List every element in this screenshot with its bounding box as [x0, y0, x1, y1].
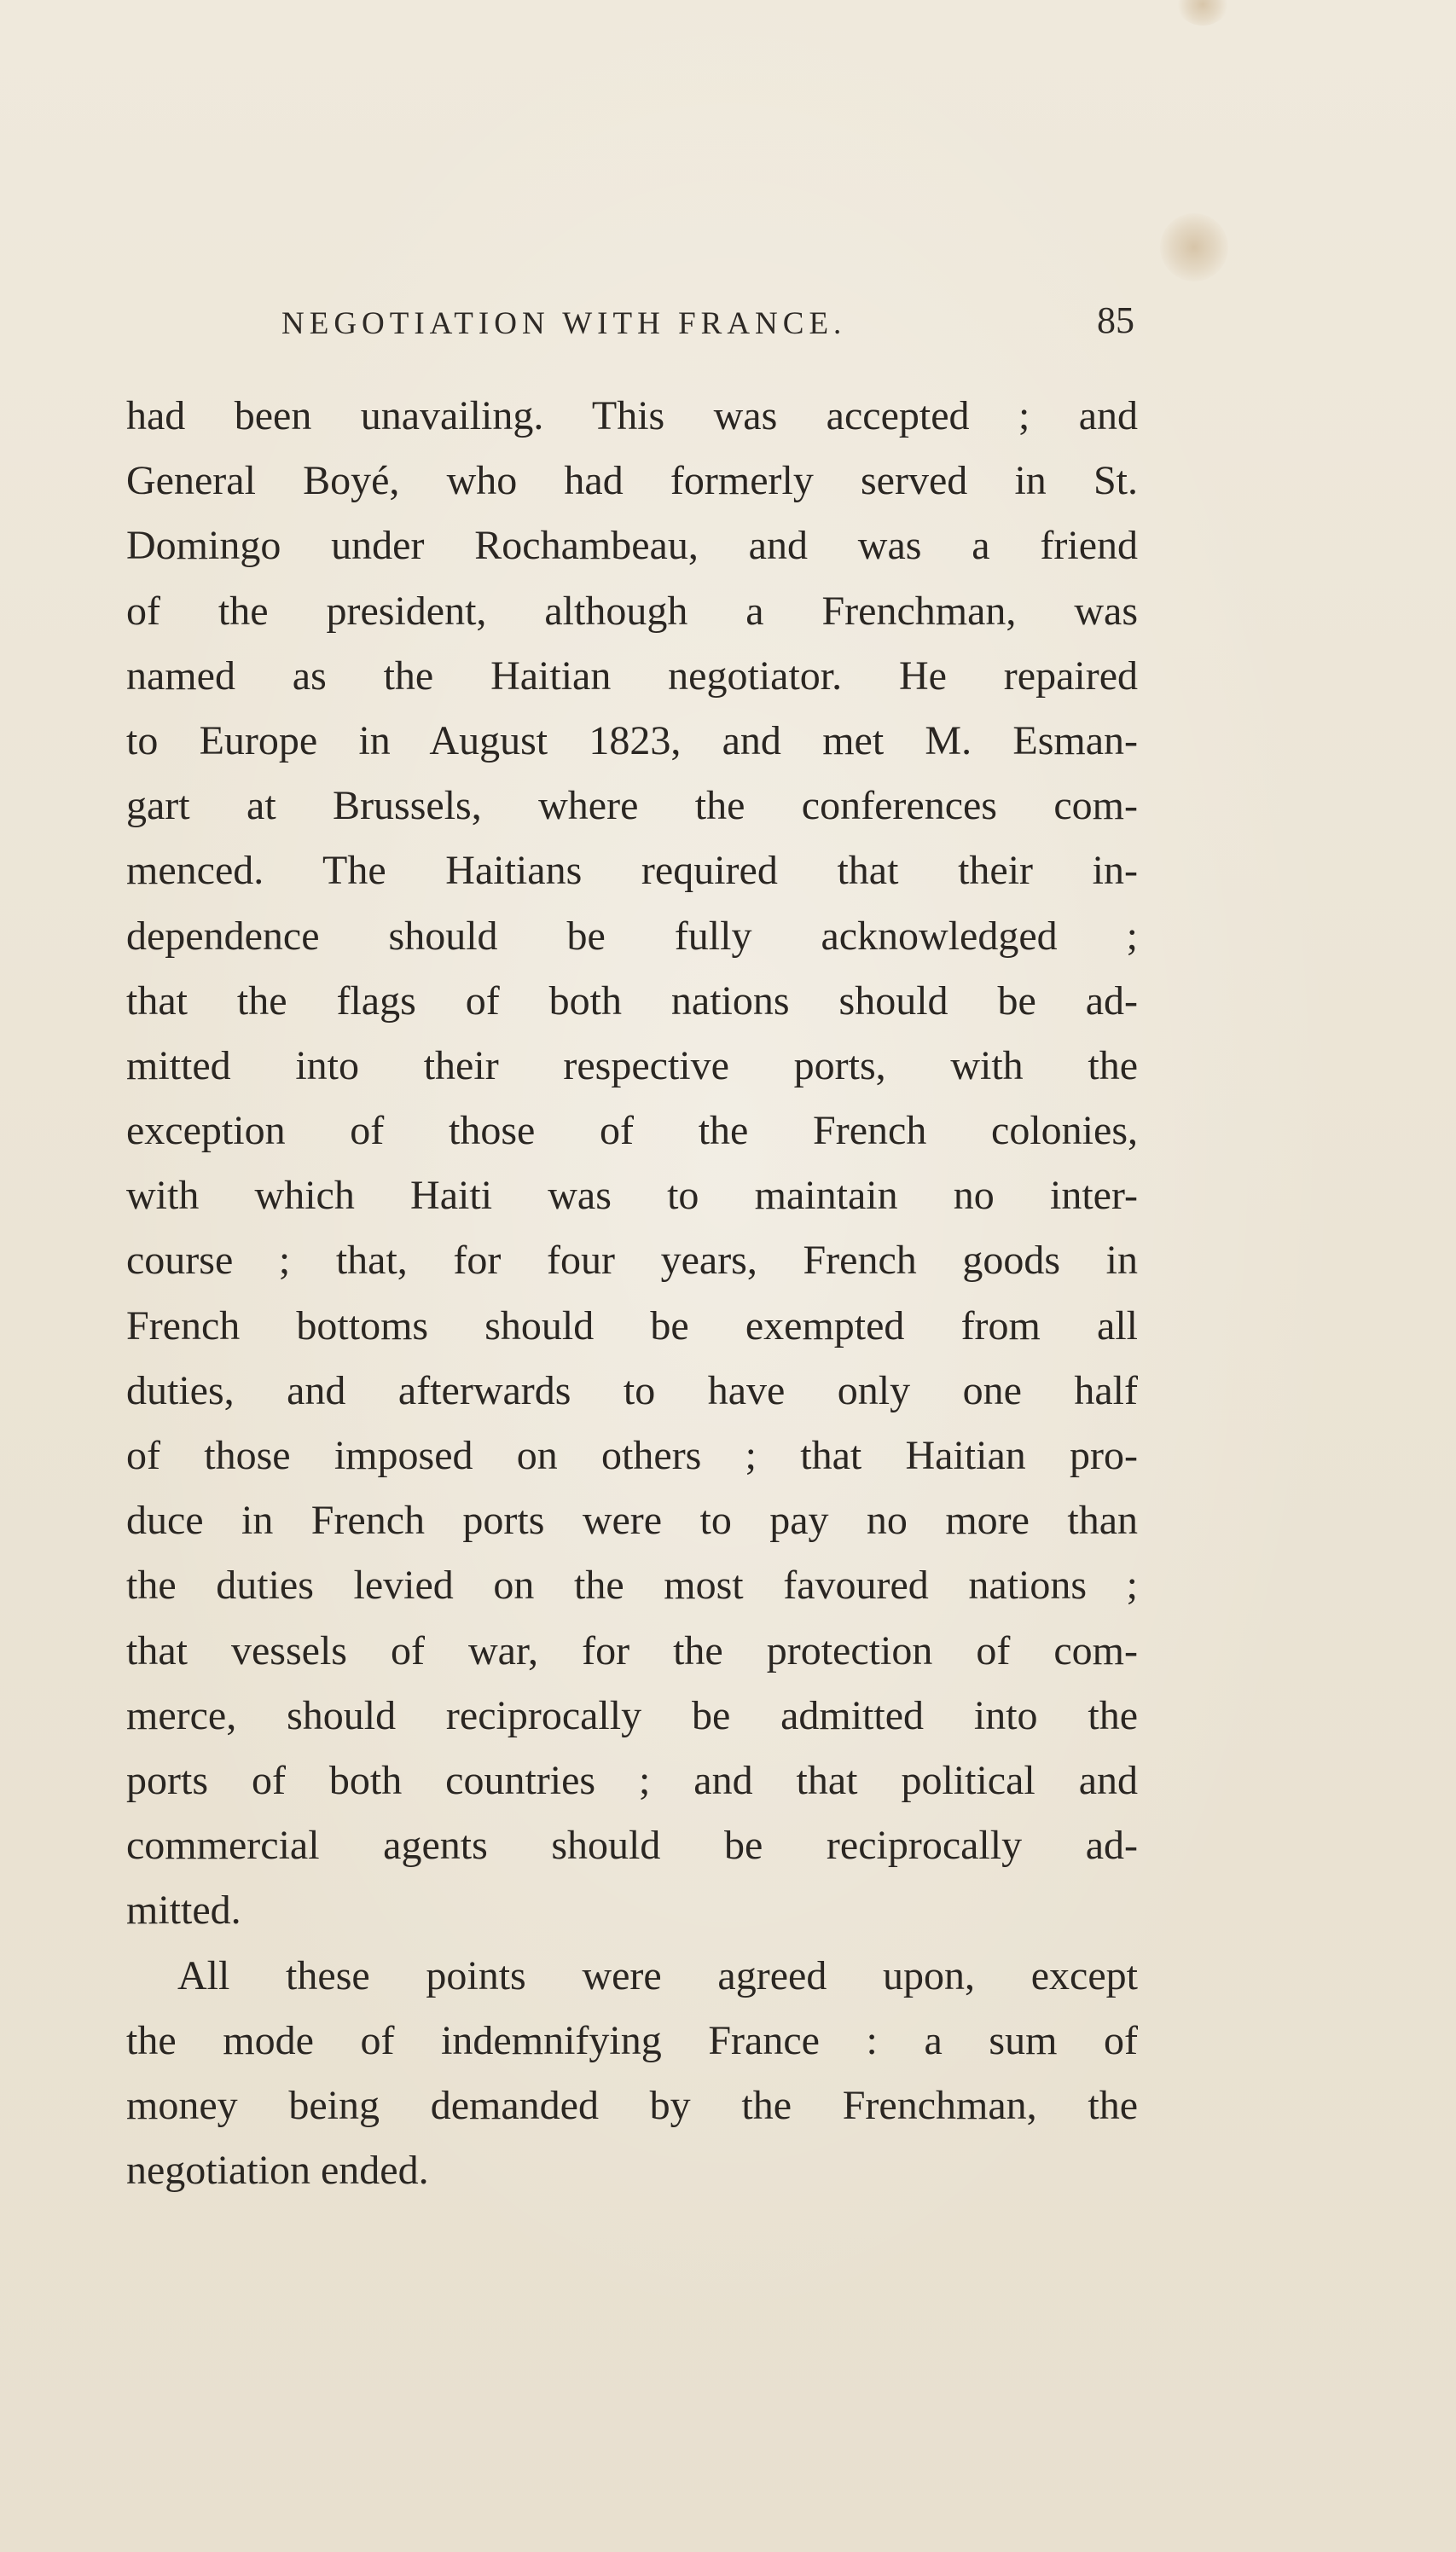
foxing-stain [1177, 0, 1228, 26]
text-line: French bottoms should be exempted from all [126, 1302, 1138, 1348]
text-line: the duties levied on the most favoured nations ; [126, 1563, 1138, 1609]
page-number: 85 [1097, 299, 1134, 341]
text-line: the mode of indemnifying France : a sum of [126, 2017, 1138, 2063]
text-line: that the flags of both nations should be ad- [126, 977, 1138, 1024]
text-line: course ; that, for four years, French goods in [126, 1238, 1138, 1284]
text-line: General Boyé, who had formerly served in St. [126, 458, 1138, 504]
text-line: All these points were agreed upon, except [177, 1952, 1138, 1998]
text-line: of those imposed on others ; that Haitian pro- [126, 1433, 1138, 1478]
text-line: exception of those of the French colonies, [126, 1108, 1138, 1154]
text-line: named as the Haitian negotiator. He repaired [126, 652, 1138, 699]
paragraph [126, 384, 1138, 1944]
text-line: mitted. [126, 1888, 241, 1934]
text-line: money being demanded by the Frenchman, the [126, 2082, 1138, 2128]
running-head-title: NEGOTIATION WITH FRANCE. [281, 306, 847, 341]
text-line: with which Haiti was to maintain no inter- [126, 1173, 1138, 1219]
text-line: Domingo under Rochambeau, and was a friend [126, 523, 1138, 569]
body-text [126, 384, 1138, 2203]
text-line: commercial agents should be reciprocally ad- [126, 1823, 1138, 1869]
text-line: had been unavailing. This was accepted ; and [126, 393, 1138, 438]
text-line: to Europe in August 1823, and met M. Esman- [126, 717, 1138, 763]
text-line: duties, and afterwards to have only one half [126, 1367, 1138, 1413]
text-line: menced. The Haitians required that their in- [126, 848, 1138, 894]
text-line: negotiation ended. [126, 2148, 429, 2194]
text-line: merce, should reciprocally be admitted into the [126, 1692, 1138, 1738]
text-line: dependence should be fully acknowledged ; [126, 913, 1138, 959]
text-line: duce in French ports were to pay no more than [126, 1498, 1138, 1544]
text-line: that vessels of war, for the protection of com- [126, 1627, 1138, 1673]
running-header [281, 299, 1134, 350]
foxing-stain [1160, 213, 1228, 281]
text-line: of the president, although a Frenchman, was [126, 588, 1138, 634]
paragraph [126, 1944, 1138, 2204]
text-line: gart at Brussels, where the conferences com- [126, 783, 1138, 829]
text-line: ports of both countries ; and that political and [126, 1757, 1138, 1803]
text-line: mitted into their respective ports, with the [126, 1042, 1138, 1088]
